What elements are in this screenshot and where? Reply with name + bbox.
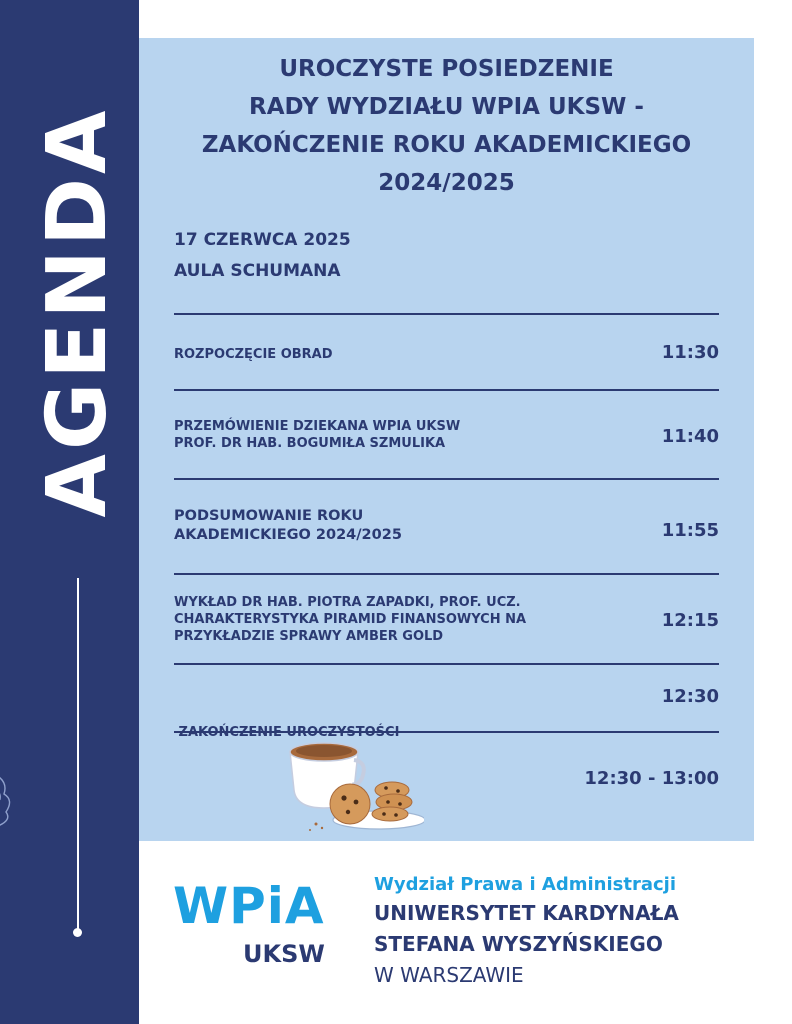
title-line: UROCZYSTE POSIEDZENIE	[279, 56, 614, 82]
coffee-cookies-icon	[284, 738, 424, 838]
agenda-item-line: ZAKOŃCZENIE UROCZYSTOŚCI	[174, 725, 400, 740]
divider	[174, 389, 719, 391]
agenda-item-line: WYKŁAD DR HAB. PIOTRA ZAPADKI, PROF. UCZ.	[174, 595, 521, 610]
university-city: W WARSZAWIE	[374, 963, 524, 987]
agenda-item-time: 11:55	[661, 520, 719, 541]
sidebar	[0, 0, 139, 1024]
agenda-item-line: PRZYKŁADZIE SPRAWY AMBER GOLD	[174, 629, 444, 644]
agenda-item-line: ROZPOCZĘCIE OBRAD	[174, 347, 333, 362]
title-line: ZAKOŃCZENIE ROKU AKADEMICKIEGO	[201, 132, 692, 158]
sidebar-line-dot	[73, 928, 82, 937]
event-place: AULA SCHUMANA	[174, 261, 341, 281]
agenda-item-line: CHARAKTERYSTYKA PIRAMID FINANSOWYCH NA	[174, 612, 527, 627]
agenda-heading: AGENDA	[30, 106, 125, 518]
institution-name	[374, 872, 679, 990]
agenda-item-label	[174, 418, 460, 452]
logo-wpia-text: WPiA	[173, 877, 325, 935]
agenda-item-label	[174, 346, 333, 363]
divider	[174, 663, 719, 665]
title-line: RADY WYDZIAŁU WPIA UKSW -	[249, 94, 644, 120]
agenda-item-time: 12:15	[661, 610, 719, 631]
faculty-name: Wydział Prawa i Administracji	[374, 874, 676, 895]
agenda-item-time: 11:30	[661, 342, 719, 363]
title-line: 2024/2025	[378, 170, 515, 196]
event-date: 17 CZERWCA 2025	[174, 230, 351, 250]
event-title	[139, 50, 754, 202]
agenda-item-time: 11:40	[661, 426, 719, 447]
agenda-item-label	[174, 594, 526, 645]
logo-uksw-text: UKSW	[243, 940, 325, 968]
break-time: 12:30 - 13:00	[584, 768, 719, 789]
agenda-item-line: PROF. DR HAB. BOGUMIŁA SZMULIKA	[174, 436, 446, 451]
agenda-panel	[139, 38, 754, 841]
agenda-item-line: PODSUMOWANIE ROKU	[174, 508, 364, 524]
divider	[174, 478, 719, 480]
divider	[174, 573, 719, 575]
university-name-line2: STEFANA WYSZYŃSKIEGO	[374, 932, 663, 956]
wpia-logo	[173, 877, 325, 968]
event-meta	[174, 225, 351, 287]
sidebar-divider-line	[77, 578, 79, 932]
agenda-item-line: PRZEMÓWIENIE DZIEKANA WPIA UKSW	[174, 419, 461, 434]
agenda-item-line: AKADEMICKIEGO 2024/2025	[174, 527, 402, 543]
divider	[174, 313, 719, 315]
agenda-item-time: 12:30	[661, 686, 719, 707]
decorative-sketch-icon	[0, 770, 20, 830]
university-name-line1: UNIWERSYTET KARDYNAŁA	[374, 901, 679, 925]
agenda-item-label	[174, 507, 402, 545]
